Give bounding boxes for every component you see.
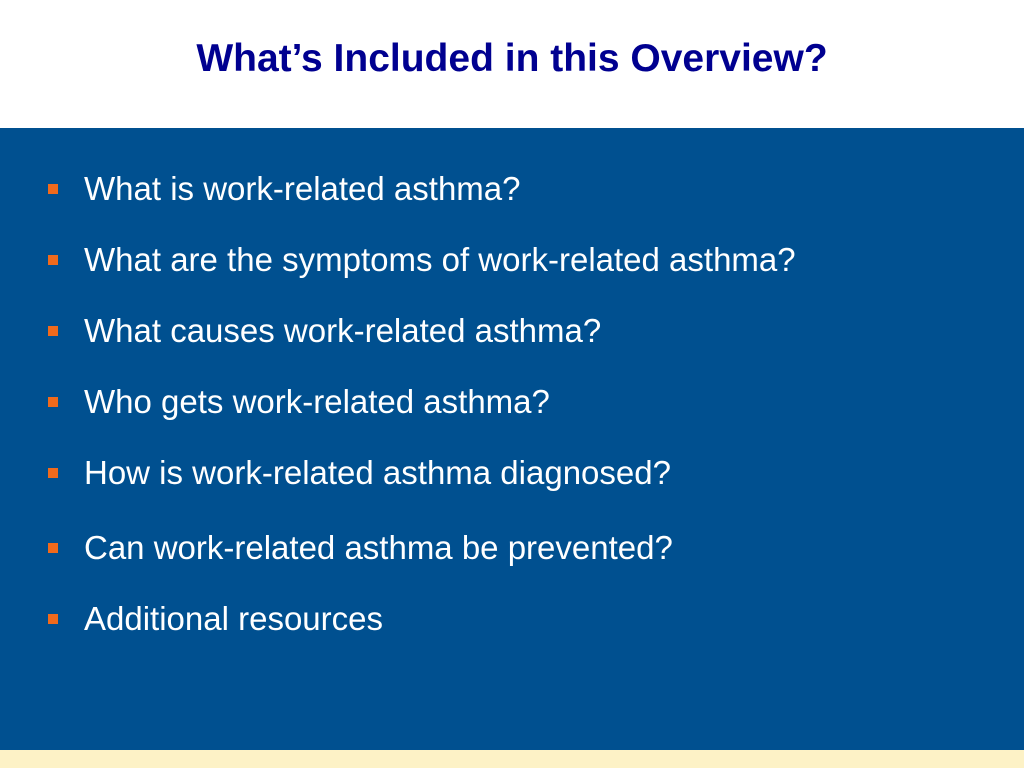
bullet-text: What are the symptoms of work-related asthma? [84, 241, 796, 278]
bullet-item [0, 235, 1024, 285]
square-bullet-icon [48, 468, 58, 478]
footer-band [0, 750, 1024, 768]
slide-header [0, 0, 1024, 128]
bullet-item [0, 523, 1024, 573]
bullet-text: Additional resources [84, 600, 383, 637]
square-bullet-icon [48, 255, 58, 265]
bullet-text: What is work-related asthma? [84, 170, 521, 207]
bullet-text: Who gets work-related asthma? [84, 383, 550, 420]
bullet-list [0, 128, 1024, 750]
bullet-text: Can work-related asthma be prevented? [84, 529, 673, 566]
bullet-item [0, 306, 1024, 356]
square-bullet-icon [48, 397, 58, 407]
bullet-item [0, 594, 1024, 644]
slide-content-panel [0, 128, 1024, 750]
bullet-item [0, 377, 1024, 427]
bullet-item [0, 164, 1024, 214]
square-bullet-icon [48, 184, 58, 194]
bullet-text: What causes work-related asthma? [84, 312, 602, 349]
slide-title: What’s Included in this Overview? [196, 37, 828, 80]
square-bullet-icon [48, 543, 58, 553]
bullet-text: How is work-related asthma diagnosed? [84, 454, 671, 491]
bullet-item [0, 448, 1024, 498]
square-bullet-icon [48, 326, 58, 336]
square-bullet-icon [48, 614, 58, 624]
